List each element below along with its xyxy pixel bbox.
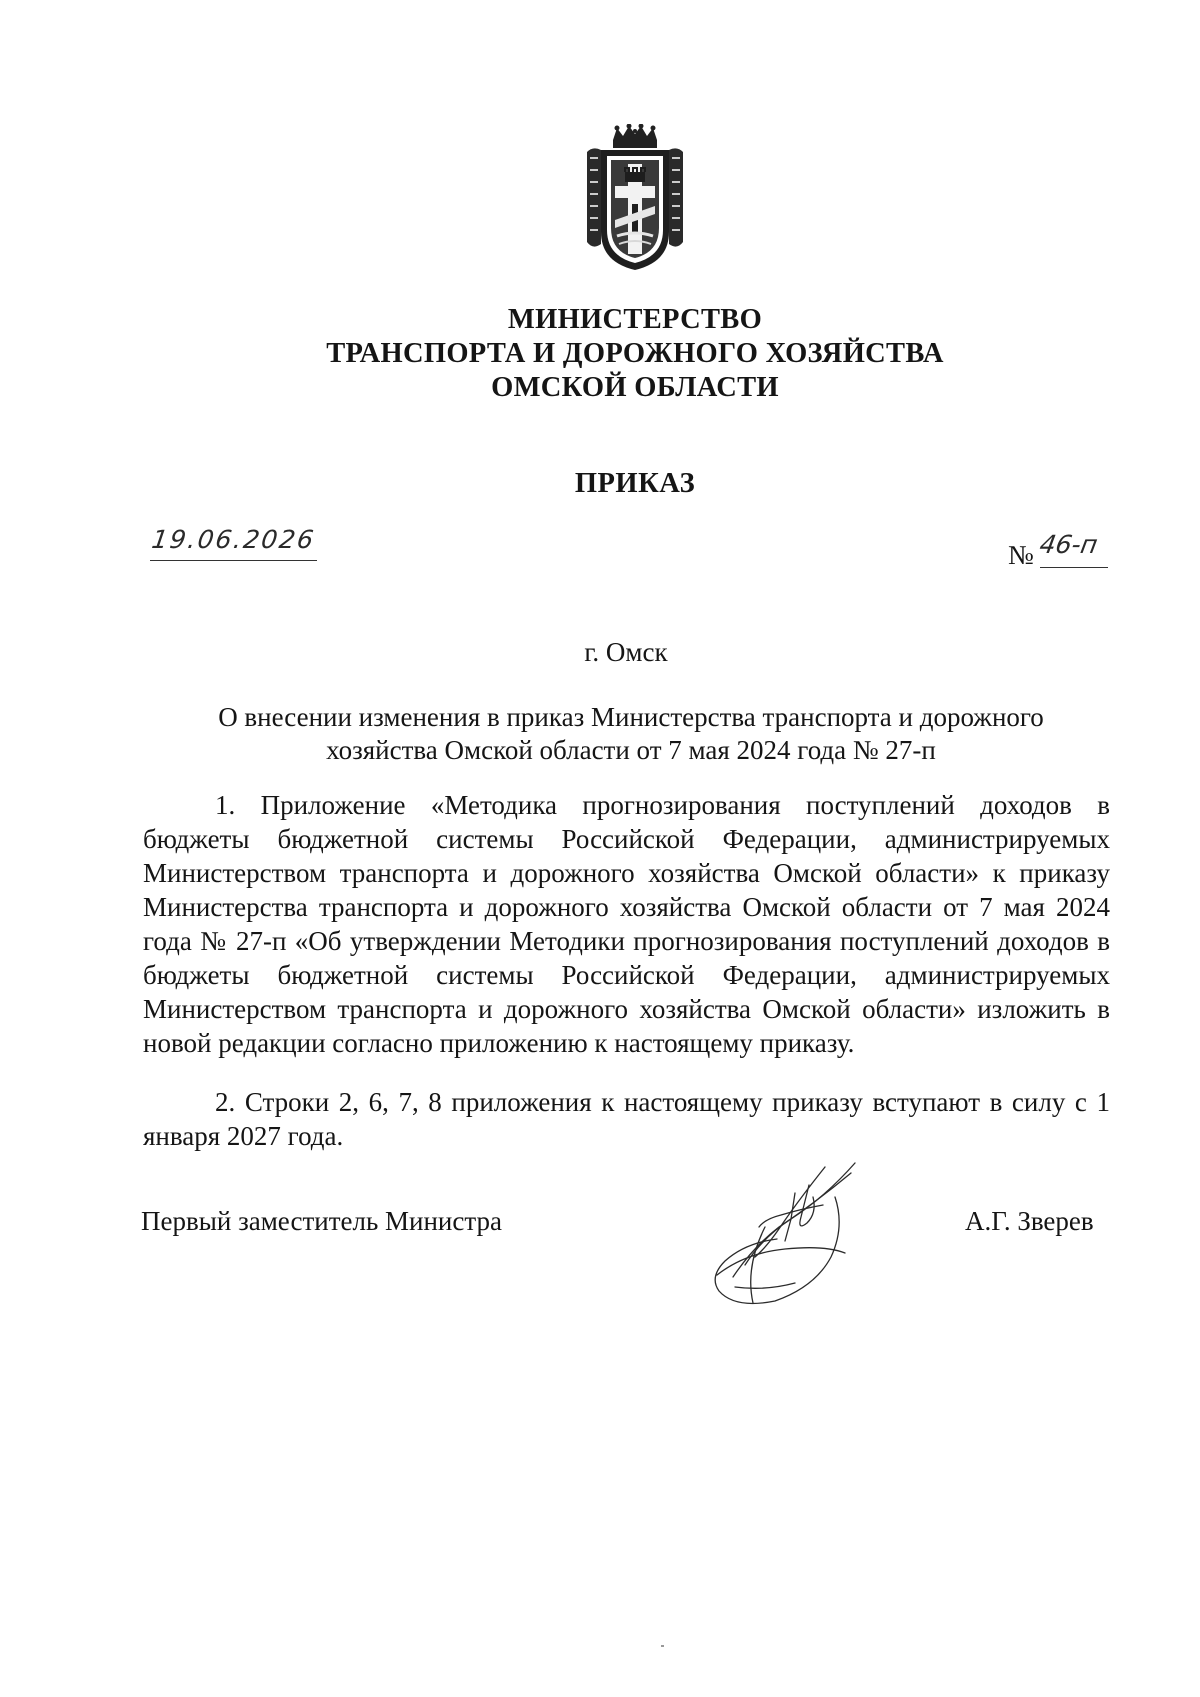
number-underline bbox=[1040, 567, 1108, 568]
signer-name: А.Г. Зверев bbox=[965, 1206, 1094, 1236]
order-date: 19.06.2026 bbox=[149, 525, 318, 554]
document-type-title: ПРИКАЗ bbox=[574, 468, 696, 499]
body-paragraph-2: 2. Строки 2, 6, 7, 8 приложения к настоящему приказу вступают в силу с 1 января 2027 года. bbox=[143, 1087, 1110, 1151]
date-underline bbox=[150, 560, 317, 561]
coat-of-arms-icon bbox=[579, 124, 691, 274]
place-of-issue: г. Омск bbox=[584, 637, 668, 667]
ministry-name-line-3: ОМСКОЙ ОБЛАСТИ bbox=[491, 372, 779, 403]
ministry-name-line-1: МИНИСТЕРСТВО bbox=[507, 304, 763, 335]
order-number: 46-п bbox=[1037, 530, 1100, 559]
order-number-sign: № bbox=[1008, 540, 1034, 570]
signer-title: Первый заместитель Министра bbox=[141, 1206, 502, 1236]
body-paragraph-1: 1. Приложение «Методика прогнозирования поступлений доходов в бюджеты бюджетной системы Российской Федерации, администрируемых Министерством транспорта и дорожного хозяйства Омской области» к приказу Министерства транспорта и дорожного хозяйства Омской области от 7 мая 2024 года № 27-п «Об утверждении Методики прогнозирования поступлений доходов в бюджеты бюджетной системы Российской Федерации, администрируемых Министерством транспорта и дорожного хозяйства Омской области» изложить в новой редакции согласно приложению к настоящему приказу. bbox=[143, 790, 1110, 1058]
handwritten-signature-icon bbox=[705, 1157, 875, 1309]
subject-line-1: О внесении изменения в приказ Министерства транспорта и дорожного bbox=[218, 702, 1044, 732]
ministry-name-line-2: ТРАНСПОРТА И ДОРОЖНОГО ХОЗЯЙСТВА bbox=[326, 338, 944, 369]
subject-line-2: хозяйства Омской области от 7 мая 2024 года № 27-п bbox=[326, 735, 936, 765]
scan-speck bbox=[661, 1645, 664, 1647]
